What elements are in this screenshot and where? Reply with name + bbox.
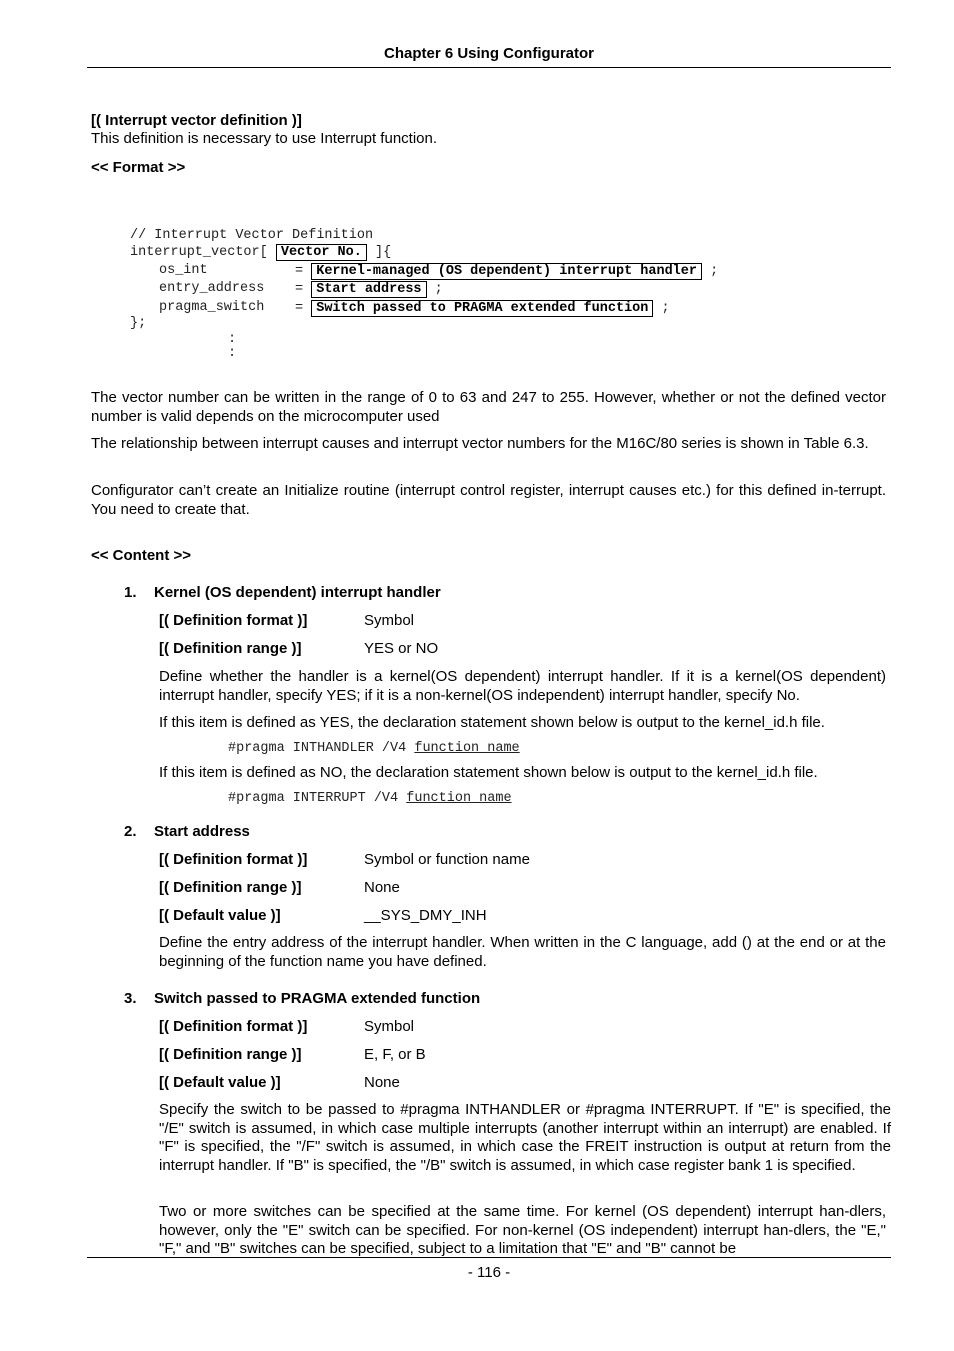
definition-range-value: None bbox=[364, 879, 400, 896]
definition-range-label: [( Definition range )] bbox=[159, 879, 302, 896]
definition-range-value: E, F, or B bbox=[364, 1046, 426, 1063]
start-address-box: Start address bbox=[311, 281, 426, 298]
pragma-interrupt-code bbox=[228, 791, 512, 806]
item-description: If this item is defined as NO, the declaration statement shown below is output to the kernel_id.h file. bbox=[159, 764, 818, 781]
chapter-header: Chapter 6 Using Configurator bbox=[383, 45, 594, 62]
pragma-switch-box: Switch passed to PRAGMA extended function bbox=[311, 300, 653, 317]
code-ellipsis-1: : bbox=[228, 332, 237, 347]
code-equals: = bbox=[295, 264, 304, 279]
code-text: #pragma INTHANDLER /V4 bbox=[228, 741, 407, 756]
code-key-entry-address: entry_address bbox=[159, 281, 265, 296]
item-number: 1. bbox=[124, 584, 137, 601]
definition-format-label: [( Definition format )] bbox=[159, 1018, 308, 1035]
item-number: 3. bbox=[124, 990, 137, 1007]
vector-no-box: Vector No. bbox=[276, 244, 367, 261]
definition-format-value: Symbol bbox=[364, 1018, 415, 1035]
definition-format-label: [( Definition format )] bbox=[159, 851, 308, 868]
code-ellipsis-2: : bbox=[228, 346, 237, 361]
definition-range-label: [( Definition range )] bbox=[159, 1046, 302, 1063]
format-heading: << Format >> bbox=[91, 159, 186, 176]
code-line-pragma-switch bbox=[295, 300, 670, 317]
content-heading: << Content >> bbox=[91, 547, 192, 564]
code-comment: // Interrupt Vector Definition bbox=[130, 228, 374, 243]
os-int-box: Kernel-managed (OS dependent) interrupt handler bbox=[311, 263, 702, 280]
code-close: }; bbox=[130, 316, 147, 331]
paragraph-relationship: The relationship between interrupt causes and interrupt vector numbers for the M16C/80 series is shown in Table 6.3. bbox=[91, 435, 869, 452]
code-equals: = bbox=[295, 282, 304, 297]
definition-format-label: [( Definition format )] bbox=[159, 612, 308, 629]
item-title: Kernel (OS dependent) interrupt handler bbox=[154, 584, 441, 601]
default-value-label: [( Default value )] bbox=[159, 907, 281, 924]
code-semicolon: ; bbox=[661, 301, 670, 316]
item-description: Define the entry address of the interrupt handler. When written in the C language, add () at the end or at the beginning of the function name you have defined. bbox=[159, 934, 886, 970]
item-title: Start address bbox=[154, 823, 250, 840]
code-semicolon: ; bbox=[434, 282, 443, 297]
code-equals: = bbox=[295, 301, 304, 316]
item-description: Two or more switches can be specified at the same time. For kernel (OS dependent) interrupt han-dlers, however, only the "E" switch can be specified. For non-kernel (OS independent) interrupt han-dlers, the "E," "F," and "B" switches can be specified, subject to a limitation that "E" and "B" cannot be bbox=[159, 1203, 886, 1257]
definition-range-label: [( Definition range )] bbox=[159, 640, 302, 657]
definition-format-value: Symbol or function name bbox=[364, 851, 530, 868]
code-key-os-int: os_int bbox=[159, 263, 208, 278]
code-function-name: function name bbox=[406, 791, 512, 806]
section-heading: [( Interrupt vector definition )] bbox=[91, 112, 302, 129]
page-number: - 116 - bbox=[467, 1264, 511, 1281]
code-open-suffix: ]{ bbox=[374, 245, 392, 260]
code-line-open bbox=[130, 244, 391, 261]
section-intro: This definition is necessary to use Interrupt function. bbox=[91, 130, 438, 147]
pragma-inthandler-code bbox=[228, 741, 520, 756]
code-text: #pragma INTERRUPT /V4 bbox=[228, 791, 399, 806]
header-divider bbox=[87, 67, 891, 68]
default-value: None bbox=[364, 1074, 400, 1091]
item-description: If this item is defined as YES, the declaration statement shown below is output to the kernel_id.h file. bbox=[159, 714, 825, 731]
definition-range-value: YES or NO bbox=[364, 640, 439, 657]
code-line-os-int bbox=[295, 263, 718, 280]
default-value: __SYS_DMY_INH bbox=[364, 907, 487, 924]
code-line-entry-address bbox=[295, 281, 443, 298]
code-function-name: function name bbox=[414, 741, 520, 756]
code-key-pragma-switch: pragma_switch bbox=[159, 300, 265, 315]
default-value-label: [( Default value )] bbox=[159, 1074, 281, 1091]
code-semicolon: ; bbox=[710, 264, 719, 279]
item-description: Define whether the handler is a kernel(OS dependent) interrupt handler. If it is a kernel(OS dependent) interrupt handler, specify YES; if it is a non-kernel(OS independent) interrupt handler, specify No. bbox=[159, 668, 886, 704]
code-open-prefix: interrupt_vector[ bbox=[130, 245, 268, 260]
item-title: Switch passed to PRAGMA extended function bbox=[154, 990, 481, 1007]
paragraph-vector-range: The vector number can be written in the range of 0 to 63 and 247 to 255. However, whether or not the defined vector number is valid depends on the microcomputer used bbox=[91, 389, 886, 425]
item-description: Specify the switch to be passed to #pragma INTHANDLER or #pragma INTERRUPT. If "E" is specified, the "/E" switch is assumed, in which case multiple interrupts (another interrupt within an interrupt) are enabled. If "F" is specified, the "/F" switch is assumed, in which case the FREIT instruction is output at return from the interrupt handler. If "B" is specified, the "/B" switch is assumed, in which case register bank 1 is specified. bbox=[159, 1101, 891, 1174]
item-number: 2. bbox=[124, 823, 137, 840]
paragraph-initialize: Configurator can’t create an Initialize routine (interrupt control register, interrupt causes etc.) for this defined in-terrupt. You need to create that. bbox=[91, 482, 886, 518]
definition-format-value: Symbol bbox=[364, 612, 415, 629]
footer-divider bbox=[87, 1257, 891, 1258]
